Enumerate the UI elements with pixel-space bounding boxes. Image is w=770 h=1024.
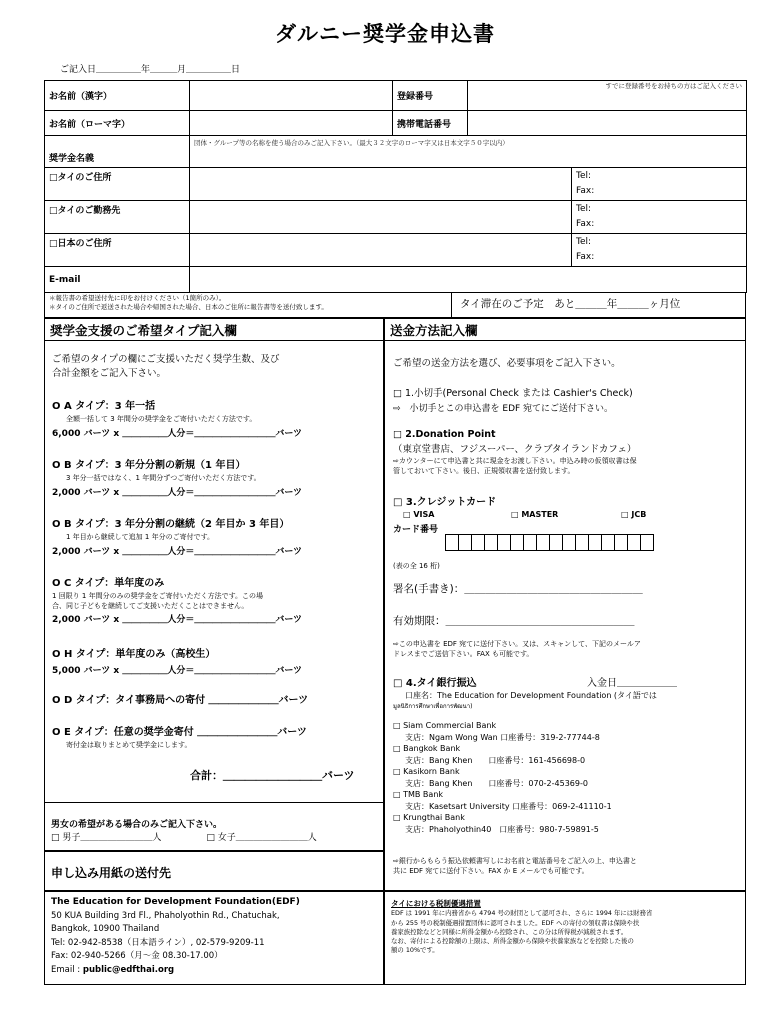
form-title: ダルニー奨学金申込書	[275, 22, 495, 46]
fax-label: Fax:	[576, 252, 595, 262]
type-d-title[interactable]: O D タイプ：タイ事務局への寄付 ＿＿＿＿＿＿＿バーツ	[52, 695, 309, 706]
stay-plan[interactable]: タイ滞在のご予定 あと＿＿＿年＿＿＿ヶ月位	[451, 292, 747, 317]
scholarship-type-heading: 奨学金支援のご希望タイプ記入欄	[45, 319, 383, 341]
type-b2-calc[interactable]: 2,000 バーツ x ＿＿＿＿＿人分＝＿＿＿＿＿＿＿＿＿バーツ	[52, 547, 302, 557]
method-bank-transfer-title[interactable]: □ 4.タイ銀行振込	[393, 678, 477, 689]
method-check-desc: ⇨ 小切手とこの申込書を EDF 宛てにご送付下さい。	[393, 404, 614, 414]
type-b2-desc: 1 年目から継続して追加 1 年分のご寄付です。	[66, 533, 215, 541]
card-digit-box[interactable]	[445, 534, 459, 551]
intro-line-1: ご希望のタイプの欄にご支援いただく奨学生数、及び	[52, 354, 280, 365]
type-a-desc: 全額一括して 3 年間分の奨学金をご寄付いただく方法です。	[66, 415, 257, 423]
credit-card-desc-2: ドレスまでご送信下さい。FAX も可能です。	[393, 650, 534, 658]
bank-transfer-desc-2: 共に EDF 宛てに送付下さい。FAX か E メールでも可能です。	[393, 867, 589, 875]
bank-kasikorn-detail: 支店：Bang Khen 口座番号：070-2-45369-0	[405, 778, 588, 788]
bank-bangkok[interactable]: □ Bangkok Bank	[393, 744, 461, 753]
org-name: The Education for Development Foundation(EDF)	[51, 897, 300, 907]
card-digit-box[interactable]	[588, 534, 602, 551]
thai-work-input[interactable]	[190, 201, 572, 234]
card-digit-box[interactable]	[536, 534, 550, 551]
deposit-date-field[interactable]: 入金日＿＿＿＿＿＿	[587, 678, 677, 689]
reg-no-input[interactable]	[468, 81, 747, 111]
japan-address-telfax[interactable]	[572, 234, 747, 267]
jcb-checkbox[interactable]: □ JCB	[621, 510, 647, 519]
notes-row	[44, 292, 746, 318]
tax-line-1: EDF は 1991 年に内務省から 4794 号の財団として認可され、さらに 1994 年には財務省	[391, 909, 653, 918]
payment-method-section	[384, 318, 746, 891]
tel-label: Tel:	[576, 237, 592, 247]
total-line[interactable]: 合計：＿＿＿＿＿＿＿＿＿バーツ	[190, 769, 355, 782]
tax-section	[384, 891, 746, 985]
card-digit-box[interactable]	[627, 534, 641, 551]
card-digit-box[interactable]	[549, 534, 563, 551]
org-tel: Tel: 02-942-8538（日本語ライン）, 02-579-9209-11	[51, 937, 265, 948]
type-a-title[interactable]: O A タイプ：3 年一括	[52, 401, 156, 412]
tax-line-3: 養家族控除などと同様に所得金額から控除され、この分は所得税が減税されます。	[391, 927, 628, 936]
type-c-title[interactable]: O C タイプ：単年度のみ	[52, 578, 165, 589]
email-label: E-mail	[45, 267, 190, 293]
bank-kasikorn[interactable]: □ Kasikorn Bank	[393, 767, 460, 776]
email-label: Email :	[51, 964, 83, 975]
tel-label: Tel:	[576, 204, 592, 214]
bank-scb[interactable]: □ Siam Commercial Bank	[393, 721, 497, 730]
type-b1-title[interactable]: O B タイプ：3 年分分割の新規（1 年目）	[52, 460, 246, 471]
gender-section	[44, 802, 384, 851]
card-digit-box[interactable]	[523, 534, 537, 551]
note-line-2: ＊タイのご住所で返送された場合や帰国された場合、日本のご住所に報告書等を送付致します。	[49, 303, 328, 311]
type-h-calc[interactable]: 5,000 バーツ x ＿＿＿＿＿人分＝＿＿＿＿＿＿＿＿＿バーツ	[52, 666, 302, 676]
note-line-1: ＊報告書の希望送付先に印をお付けください（1箇所のみ）。	[49, 294, 226, 302]
thai-address-label[interactable]: □タイのご住所	[45, 168, 190, 201]
thai-work-label[interactable]: □タイのご勤務先	[45, 201, 190, 234]
tax-heading: タイにおける税制優遇措置	[391, 899, 481, 908]
bank-tmb-detail: 支店：Kasetsart University 口座番号：069-2-41110-1	[405, 801, 612, 811]
card-digit-box[interactable]	[640, 534, 654, 551]
name-roman-label: お名前（ローマ字）	[45, 111, 190, 136]
scholarship-note: 団体・グループ等の名称を使う場合のみご記入下さい。（最大３２文字のローマ字又は日本文字５０字以内）	[194, 139, 509, 147]
reg-no-note: すでに登録番号をお持ちの方はご記入ください	[605, 82, 743, 90]
applicant-table	[44, 80, 747, 293]
type-e-title[interactable]: O E タイプ：任意の奨学金寄付 ＿＿＿＿＿＿＿＿バーツ	[52, 727, 307, 738]
card-digit-box[interactable]	[471, 534, 485, 551]
payment-method-heading: 送金方法記入欄	[385, 319, 745, 341]
name-roman-input[interactable]	[190, 111, 393, 136]
card-digit-box[interactable]	[497, 534, 511, 551]
mail-to-heading-box	[44, 851, 384, 891]
thai-address-telfax[interactable]	[572, 168, 747, 201]
card-digit-box[interactable]	[601, 534, 615, 551]
visa-checkbox[interactable]: □ VISA	[403, 510, 435, 519]
org-fax: Fax: 02-940-5266（月～金 08.30-17.00）	[51, 951, 223, 961]
method-donation-point-title[interactable]: □ 2.Donation Point	[393, 429, 496, 440]
expiry-field[interactable]: 有効期限：＿＿＿＿＿＿＿＿＿＿＿＿＿＿＿＿＿＿	[393, 615, 635, 627]
method-credit-card-title[interactable]: □ 3.クレジットカード	[393, 497, 497, 508]
bank-transfer-desc-1: ⇨銀行からもらう振込依頼書写しにお名前と電話番号をご記入の上、申込書と	[393, 857, 637, 865]
email-input[interactable]	[190, 267, 747, 293]
card-digit-box[interactable]	[458, 534, 472, 551]
tel-label: Tel:	[576, 171, 592, 181]
method-donation-point-sub: （東京堂書店、フジスーパー、クラブタイランドカフェ）	[393, 444, 637, 455]
master-checkbox[interactable]: □ MASTER	[511, 510, 559, 519]
card-digit-box[interactable]	[614, 534, 628, 551]
card-digit-box[interactable]	[575, 534, 589, 551]
thai-work-telfax[interactable]	[572, 201, 747, 234]
card-digit-box[interactable]	[484, 534, 498, 551]
bank-krungthai-detail: 支店：Phaholyothin40 口座番号：980-7-59891-5	[405, 824, 599, 834]
tax-line-4: なお、寄付による控除額の上限は、所得金額から保険や扶養家族などを控除した後の	[391, 937, 634, 946]
date-field[interactable]: ご記入日＿＿＿＿＿年＿＿＿月＿＿＿＿＿日	[60, 65, 241, 75]
fax-label: Fax:	[576, 219, 595, 229]
payment-intro: ご希望の送金方法を選び、必要事項をご記入下さい。	[393, 358, 621, 369]
credit-card-desc-1: ⇨この申込書を EDF 宛てに送付下さい。又は、スキャンして、下記のメールア	[393, 640, 641, 648]
bank-krungthai[interactable]: □ Krungthai Bank	[393, 813, 465, 822]
mobile-label: 携帯電話番号	[393, 111, 468, 136]
scholarship-name-input[interactable]	[190, 136, 747, 168]
type-h-title[interactable]: O H タイプ：単年度のみ（高校生）	[52, 649, 216, 660]
mail-to-heading: 申し込み用紙の送付先	[51, 866, 172, 880]
japan-address-label[interactable]: □日本のご住所	[45, 234, 190, 267]
name-kanji-label: お名前（漢字）	[45, 81, 190, 111]
tax-line-5: 額の 10%です。	[391, 946, 439, 955]
bank-scb-detail: 支店：Ngam Wong Wan 口座番号：319-2-77744-8	[405, 732, 600, 742]
type-c-desc-2: 合、同じ子どもを継続してご支援いただくことはできません。	[52, 602, 249, 610]
method-donation-point-desc-2: 管しておいて下さい。後日、正規領収書を送付致します。	[393, 467, 575, 475]
account-name-thai: มูลนิธิการศึกษาเพื่อการพัฒนา)	[393, 703, 473, 710]
mobile-input[interactable]	[468, 111, 747, 136]
account-name: 口座名：The Education for Development Foundation (タイ語では	[405, 691, 657, 700]
type-c-calc[interactable]: 2,000 バーツ x ＿＿＿＿＿人分＝＿＿＿＿＿＿＿＿＿バーツ	[52, 615, 302, 625]
signature-field[interactable]: 署名(手書き)：＿＿＿＿＿＿＿＿＿＿＿＿＿＿＿＿＿	[393, 583, 643, 595]
japan-address-input[interactable]	[190, 234, 572, 267]
card-digit-box[interactable]	[510, 534, 524, 551]
bank-tmb[interactable]: □ TMB Bank	[393, 790, 444, 799]
card-digit-box[interactable]	[562, 534, 576, 551]
method-donation-point-desc-1: ⇨カウンターにて申込書と共に現金をお渡し下さい。申込み時の仮領収書は保	[393, 457, 637, 465]
thai-address-input[interactable]	[190, 168, 572, 201]
bank-bangkok-detail: 支店：Bang Khen 口座番号：161-456698-0	[405, 755, 586, 765]
type-a-calc[interactable]: 6,000 バーツ x ＿＿＿＿＿人分＝＿＿＿＿＿＿＿＿＿バーツ	[52, 429, 302, 439]
card-number-label: カード番号	[393, 525, 439, 535]
name-kanji-input[interactable]	[190, 81, 393, 111]
gender-heading: 男女の希望がある場合のみご記入下さい。	[51, 820, 223, 830]
scholarship-name-label: 奨学金名義	[45, 136, 190, 168]
type-b1-desc: 3 年分一括ではなく、1 年間分ずつご寄付いただく方法です。	[66, 474, 261, 482]
scholarship-type-section	[44, 318, 384, 803]
type-b2-title[interactable]: O B タイプ：3 年分分割の継続（2 年目か 3 年目）	[52, 519, 290, 530]
intro-line-2: 合計金額をご記入下さい。	[52, 368, 167, 379]
card-number-input[interactable]	[445, 534, 654, 551]
type-c-desc-1: 1 回限り 1 年間分のみの奨学金をご寄付いただく方法です。この場	[52, 592, 264, 600]
reg-no-label: 登録番号	[393, 81, 468, 111]
card-number-note: (表の全 16 桁)	[393, 562, 440, 570]
address-line-1: 50 KUA Building 3rd Fl., Phaholyothin Rd., Chatuchak,	[51, 910, 280, 921]
address-line-2: Bangkok, 10900 Thailand	[51, 924, 160, 934]
mail-to-address	[44, 891, 384, 985]
type-b1-calc[interactable]: 2,000 バーツ x ＿＿＿＿＿人分＝＿＿＿＿＿＿＿＿＿バーツ	[52, 488, 302, 498]
gender-fields[interactable]: □ 男子＿＿＿＿＿＿＿＿人 □ 女子＿＿＿＿＿＿＿＿人	[51, 833, 317, 843]
method-check-title[interactable]: □ 1.小切手(Personal Check または Cashier's Check)	[393, 388, 633, 399]
tax-line-2: から 255 号の税制優遇措置団体に認可されました。EDF への寄付の領収書は保険や扶	[391, 918, 640, 927]
type-e-desc: 寄付金は取りまとめて奨学金にします。	[66, 741, 192, 749]
org-email-link[interactable]: public@edfthai.org	[82, 964, 175, 975]
fax-label: Fax:	[576, 186, 595, 196]
